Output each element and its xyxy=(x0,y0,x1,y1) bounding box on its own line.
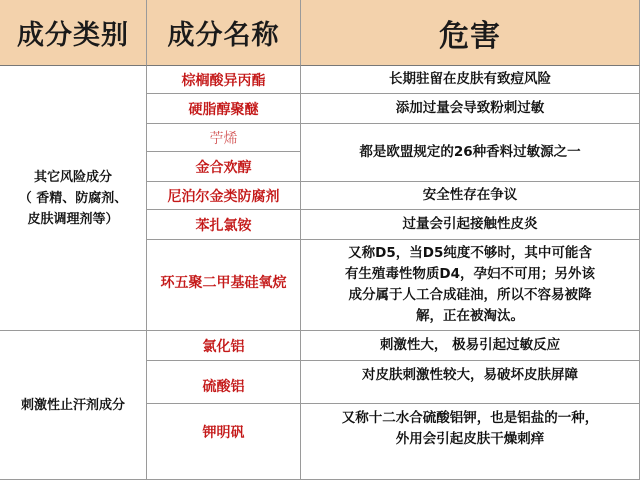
harm-text: 长期驻留在皮肤有致痘风险 xyxy=(301,66,640,94)
ingredient-name: 环五聚二甲基硅氧烷 xyxy=(147,240,301,331)
ingredient-name: 硫酸铝 xyxy=(147,361,301,404)
header-harm: 危害 xyxy=(301,0,640,66)
harm-line: 解，正在被淘汰。 xyxy=(415,308,524,324)
harm-text: 刺激性大， 极易引起过敏反应 xyxy=(301,331,640,361)
ingredient-name: 苯扎氯铵 xyxy=(147,210,301,240)
ingredient-name: 尼泊尔金类防腐剂 xyxy=(147,182,301,210)
ingredient-name: 钾明矾 xyxy=(147,404,301,480)
harm-text-multiline xyxy=(301,404,640,480)
harm-line: 又称十二水合硫酸铝钾，也是铝盐的一种， xyxy=(341,410,599,426)
harm-text: 添加过量会导致粉刺过敏 xyxy=(301,94,640,124)
harm-line: 成分属于人工合成硅油，所以不容易被降 xyxy=(348,287,592,303)
harm-text-multiline xyxy=(301,240,640,331)
harm-text: 对皮肤刺激性较大，易破坏皮肤屏障 xyxy=(301,361,640,404)
ingredient-name: 硬脂醇聚醚 xyxy=(147,94,301,124)
category-line: 刺激性止汗剂成分 xyxy=(20,397,125,413)
category-other-risk xyxy=(0,66,147,331)
harm-text: 安全性存在争议 xyxy=(301,182,640,210)
header-ingredient-name: 成分名称 xyxy=(147,0,301,66)
ingredient-name: 棕榈酸异丙酯 xyxy=(147,66,301,94)
harm-line: 有生殖毒性物质D4，孕妇不可用；另外该 xyxy=(344,266,596,282)
ingredient-name: 氯化铝 xyxy=(147,331,301,361)
category-antiperspirant xyxy=(0,331,147,480)
category-line: （ 香精、防腐剂、 xyxy=(18,190,128,206)
category-line: 其它风险成分 xyxy=(33,169,112,185)
header-category: 成分类别 xyxy=(0,0,147,66)
harm-line: 外用会引起皮肤干燥刺痒 xyxy=(395,431,545,447)
ingredient-name: 苧烯 xyxy=(147,124,301,152)
harm-line: 又称D5，当D5纯度不够时，其中可能含 xyxy=(348,245,592,261)
harm-text: 都是欧盟规定的26种香料过敏源之一 xyxy=(301,124,640,182)
ingredient-name: 金合欢醇 xyxy=(147,152,301,182)
category-line: 皮肤调理剂等） xyxy=(27,211,119,227)
harm-text: 过量会引起接触性皮炎 xyxy=(301,210,640,240)
